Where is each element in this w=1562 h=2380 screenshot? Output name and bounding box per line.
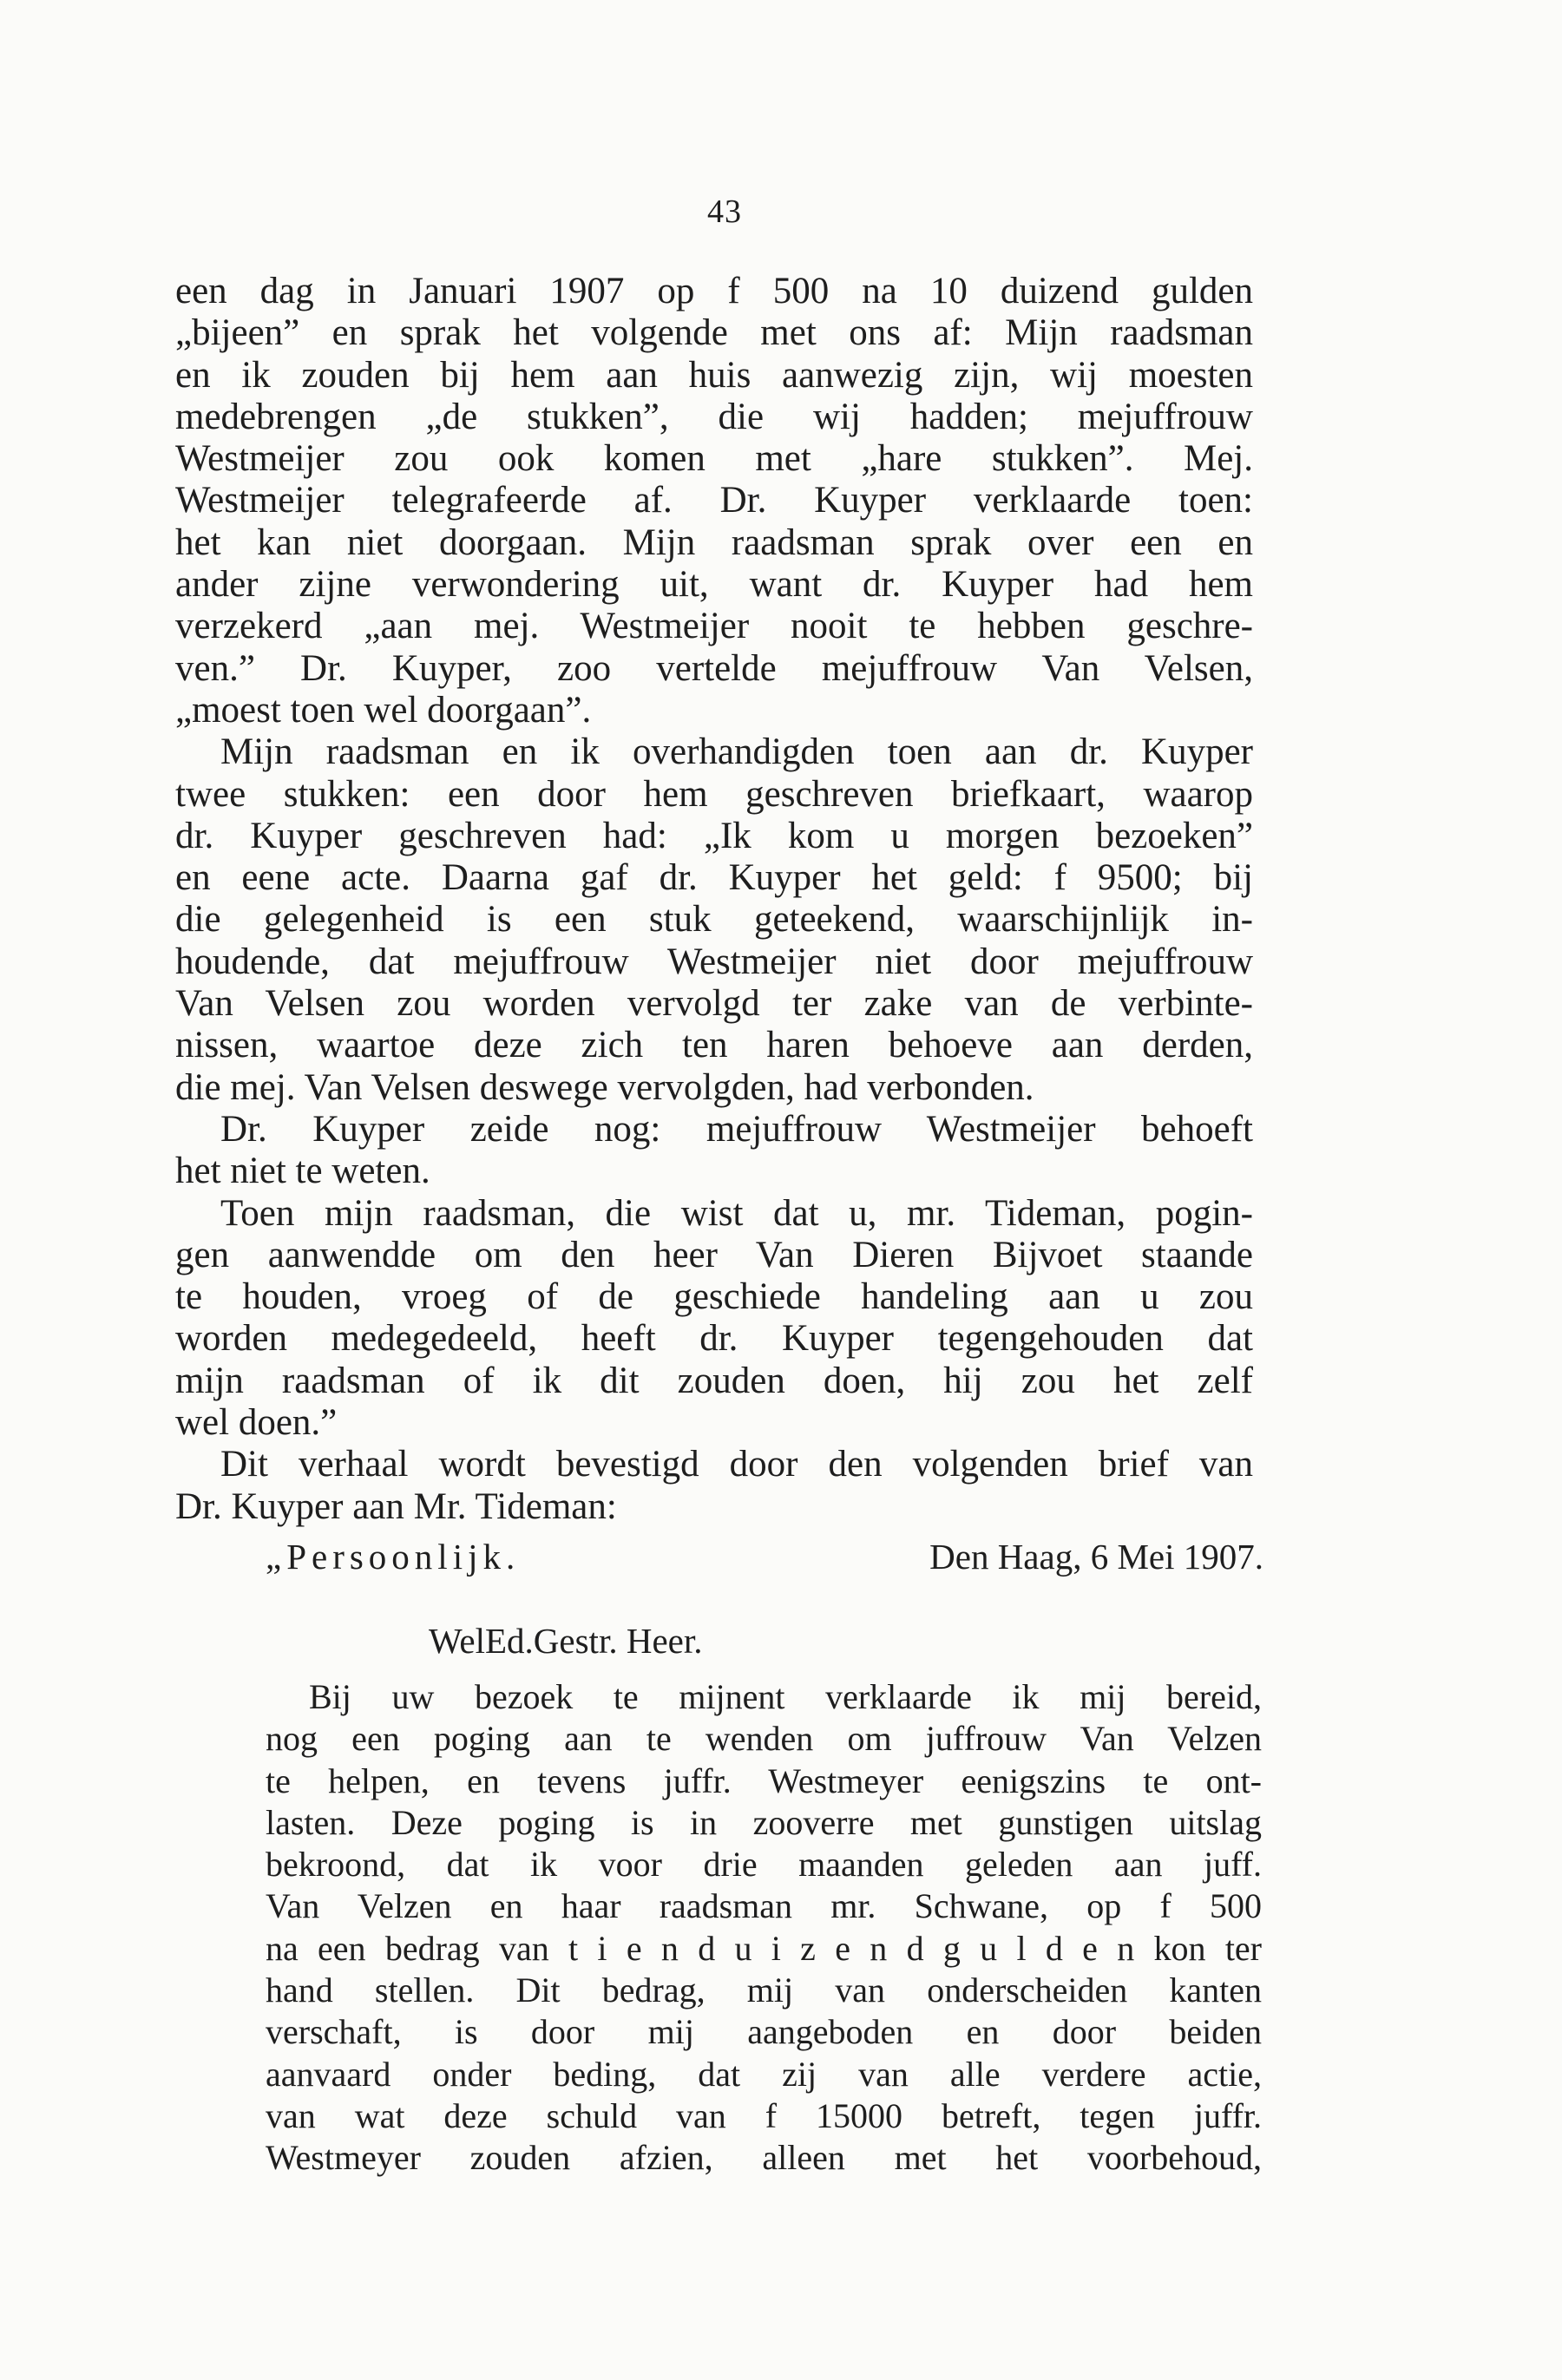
- text-line: Westmeijer telegrafeerde af. Dr. Kuyper verklaarde toen:: [175, 480, 1253, 521]
- text-line: Dit verhaal wordt bevestigd door den volgenden brief van: [220, 1444, 1253, 1485]
- text-line: Dr. Kuyper zeide nog: mejuffrouw Westmeijer behoeft: [220, 1108, 1253, 1150]
- text-line: en ik zouden bij hem aan huis aanwezig zijn, wij moesten: [175, 354, 1253, 396]
- letter-text-line: Van Velzen en haar raadsman mr. Schwane, op f 500: [266, 1886, 1262, 1926]
- text-line: medebrengen „de stukken”, die wij hadden; mejuffrouw: [175, 396, 1253, 437]
- main-text-block: [175, 271, 1253, 1528]
- letter-heading-personal: „Persoonlijk.: [266, 1537, 521, 1577]
- text-line: Toen mijn raadsman, die wist dat u, mr. Tideman, pogin-: [220, 1192, 1253, 1234]
- text-line: mijn raadsman of ik dit zouden doen, hij zou het zelf: [175, 1360, 1253, 1401]
- letter-text-line: verschaft, is door mij aangeboden en door beiden: [266, 2012, 1262, 2052]
- text-line: het kan niet doorgaan. Mijn raadsman sprak over een en: [175, 521, 1253, 563]
- letter-heading: [266, 1536, 1263, 1586]
- letter-text-line: lasten. Deze poging is in zooverre met gunstigen uitslag: [266, 1802, 1262, 1842]
- page-number: 43: [707, 193, 742, 230]
- letter-text-line: te helpen, en tevens juffr. Westmeyer eenigszins te ont-: [266, 1760, 1262, 1800]
- text-line: een dag in Januari 1907 op f 500 na 10 duizend gulden: [175, 271, 1253, 311]
- letter-text-line: bekroond, dat ik voor drie maanden geleden aan juff.: [266, 1845, 1262, 1885]
- letter-text-line: Bij uw bezoek te mijnent verklaarde ik mij bereid,: [309, 1677, 1262, 1716]
- letter-text-line: nog een poging aan te wenden om juffrouw Van Velzen: [266, 1719, 1262, 1759]
- letter-text-line: Westmeyer zouden afzien, alleen met het voorbehoud,: [266, 2138, 1262, 2178]
- letter-text-line: hand stellen. Dit bedrag, mij van onderscheiden kanten: [266, 1970, 1262, 2010]
- letter-text-line: van wat deze schuld van f 15000 betreft, tegen juffr.: [266, 2095, 1262, 2135]
- text-line: twee stukken: een door hem geschreven briefkaart, waarop: [175, 773, 1253, 815]
- letter-date-line: Den Haag, 6 Mei 1907.: [929, 1537, 1263, 1577]
- text-line: houdende, dat mejuffrouw Westmeijer niet door mejuffrouw: [175, 941, 1253, 982]
- letter-text-line: na een bedrag van t i e n d u i z e n d g u l d e n kon ter: [266, 1928, 1262, 1968]
- text-line: worden medegedeeld, heeft dr. Kuyper tegengehouden dat: [175, 1318, 1253, 1360]
- text-line: ven.” Dr. Kuyper, zoo vertelde mejuffrouw Van Velsen,: [175, 647, 1253, 689]
- letter-salutation: WelEd.Gestr. Heer.: [429, 1621, 703, 1661]
- text-line: nissen, waartoe deze zich ten haren behoeve aan derden,: [175, 1025, 1253, 1066]
- text-line: Van Velsen zou worden vervolgd ter zake van de verbinte-: [175, 983, 1253, 1025]
- text-line: gen aanwendde om den heer Van Dieren Bijvoet staande: [175, 1234, 1253, 1275]
- text-line: en eene acte. Daarna gaf dr. Kuyper het geld: f 9500; bij: [175, 857, 1253, 899]
- letter-text-block: [266, 1676, 1262, 2180]
- text-line: dr. Kuyper geschreven had: „Ik kom u morgen bezoeken”: [175, 815, 1253, 856]
- text-line: Westmeijer zou ook komen met „hare stukken”. Mej.: [175, 438, 1253, 480]
- text-line: wel doen.”: [175, 1402, 338, 1444]
- text-line: die gelegenheid is een stuk geteekend, waarschijnlijk in-: [175, 899, 1253, 941]
- text-line: te houden, vroeg of de geschiede handeling aan u zou: [175, 1276, 1253, 1318]
- text-line: verzekerd „aan mej. Westmeijer nooit te hebben geschre-: [175, 606, 1253, 647]
- text-line: het niet te weten.: [175, 1151, 430, 1192]
- text-line: die mej. Van Velsen deswege vervolgden, had verbonden.: [175, 1066, 1034, 1108]
- text-line: Mijn raadsman en ik overhandigden toen aan dr. Kuyper: [220, 731, 1253, 773]
- text-line: „bijeen” en sprak het volgende met ons af: Mijn raadsman: [175, 312, 1253, 354]
- text-line: ander zijne verwondering uit, want dr. Kuyper had hem: [175, 564, 1253, 606]
- text-line: Dr. Kuyper aan Mr. Tideman:: [175, 1485, 617, 1527]
- letter-text-line: aanvaard onder beding, dat zij van alle verdere actie,: [266, 2054, 1262, 2094]
- text-line: „moest toen wel doorgaan”.: [175, 689, 592, 731]
